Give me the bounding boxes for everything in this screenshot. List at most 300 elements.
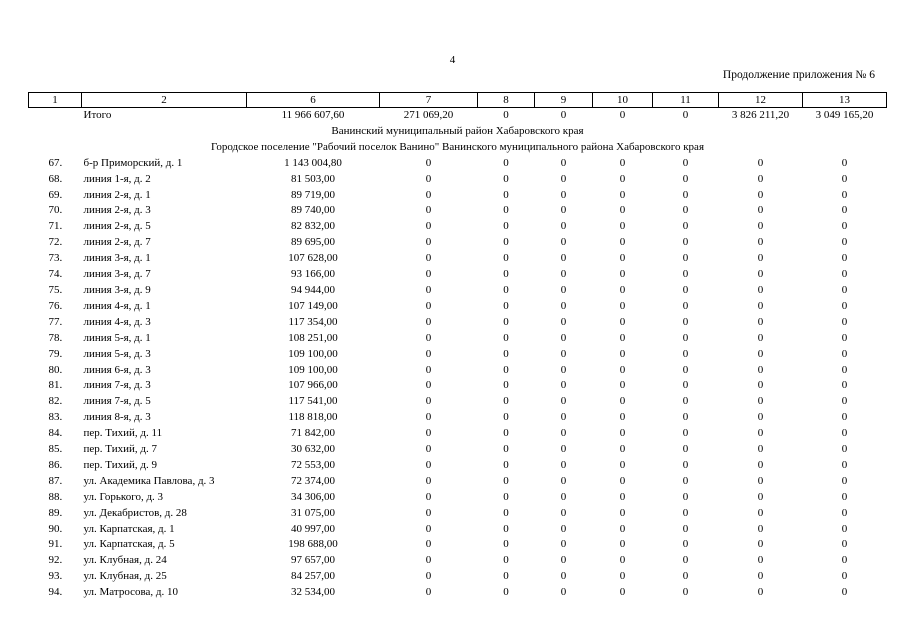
value-cell: 0 <box>682 427 689 440</box>
value-cell: 0 <box>682 490 689 503</box>
value-cell: 0 <box>619 331 626 344</box>
row-number: 89. <box>48 506 63 519</box>
value-cell: 0 <box>560 188 567 201</box>
value-cell: 0 <box>841 379 848 392</box>
value-cell: 0 <box>425 299 432 312</box>
value-cell: 0 <box>841 363 848 376</box>
table-row <box>29 426 887 442</box>
value-cell: 0 <box>503 315 509 328</box>
table-row <box>29 394 887 410</box>
value-cell: 0 <box>503 363 509 376</box>
value-cell: 0 <box>841 268 848 281</box>
row-number: 79. <box>48 347 63 360</box>
value-cell: 31 075,00 <box>291 506 335 519</box>
value-cell: 89 740,00 <box>291 204 335 217</box>
value-cell: 0 <box>841 458 848 471</box>
row-number: 86. <box>48 458 63 471</box>
value-cell: 117 541,00 <box>288 395 338 408</box>
row-number: 76. <box>48 299 63 312</box>
value-cell: 0 <box>757 236 764 249</box>
row-number: 83. <box>48 411 63 424</box>
total-row <box>29 108 887 124</box>
value-cell: 0 <box>619 188 626 201</box>
value-cell: 0 <box>560 315 567 328</box>
value-cell: 0 <box>425 474 432 487</box>
table-cell: 0 <box>503 109 509 121</box>
value-cell: 0 <box>619 474 626 487</box>
value-cell: 0 <box>503 347 509 360</box>
value-cell: 0 <box>425 188 432 201</box>
address-cell: ул. Матросова, д. 10 <box>83 586 179 599</box>
value-cell: 0 <box>503 204 509 217</box>
value-cell: 89 695,00 <box>291 236 335 249</box>
table-row <box>29 553 887 569</box>
value-cell: 0 <box>503 283 509 296</box>
value-cell: 0 <box>560 522 567 535</box>
address-cell: линия 2-я, д. 1 <box>83 188 151 201</box>
header-cell: 11 <box>653 93 719 108</box>
value-cell: 40 997,00 <box>291 522 335 535</box>
value-cell: 0 <box>682 299 689 312</box>
value-cell: 34 306,00 <box>291 490 335 503</box>
header-cell: 7 <box>380 93 478 108</box>
table-row <box>29 235 887 251</box>
value-cell: 0 <box>682 395 689 408</box>
section-settlement-title: Городское поселение "Рабочий поселок Ванино" Ванинского муниципального района Хабаровского края <box>210 140 705 153</box>
value-cell: 0 <box>503 522 509 535</box>
value-cell: 0 <box>560 411 567 424</box>
value-cell: 0 <box>619 315 626 328</box>
value-cell: 109 100,00 <box>288 347 338 360</box>
value-cell: 0 <box>425 443 432 456</box>
value-cell: 0 <box>560 220 567 233</box>
address-cell: линия 8-я, д. 3 <box>83 411 151 424</box>
value-cell: 82 832,00 <box>291 220 335 233</box>
value-cell: 0 <box>560 283 567 296</box>
address-cell: ул. Клубная, д. 24 <box>83 554 167 567</box>
table-row <box>29 506 887 522</box>
value-cell: 0 <box>841 172 848 185</box>
address-cell: линия 4-я, д. 1 <box>83 299 151 312</box>
value-cell: 0 <box>757 411 764 424</box>
value-cell: 0 <box>560 506 567 519</box>
value-cell: 0 <box>619 347 626 360</box>
row-number: 70. <box>48 204 63 217</box>
table-row <box>29 458 887 474</box>
value-cell: 108 251,00 <box>288 331 338 344</box>
value-cell: 0 <box>841 411 848 424</box>
table-cell: 0 <box>619 109 626 121</box>
value-cell: 0 <box>841 427 848 440</box>
value-cell: 0 <box>619 538 626 551</box>
value-cell: 0 <box>841 570 848 583</box>
value-cell: 0 <box>841 315 848 328</box>
value-cell: 0 <box>841 554 848 567</box>
row-number: 72. <box>48 236 63 249</box>
value-cell: 0 <box>757 156 764 169</box>
value-cell: 72 553,00 <box>291 458 335 471</box>
row-number: 69. <box>48 188 63 201</box>
value-cell: 97 657,00 <box>291 554 335 567</box>
value-cell: 0 <box>560 458 567 471</box>
value-cell: 0 <box>757 315 764 328</box>
value-cell: 1 143 004,80 <box>284 156 342 169</box>
value-cell: 0 <box>682 347 689 360</box>
row-number: 82. <box>48 395 63 408</box>
value-cell: 0 <box>682 283 689 296</box>
address-cell: линия 2-я, д. 3 <box>83 204 151 217</box>
value-cell: 0 <box>682 188 689 201</box>
value-cell: 0 <box>682 443 689 456</box>
value-cell: 0 <box>425 172 432 185</box>
value-cell: 0 <box>503 490 509 503</box>
value-cell: 0 <box>503 586 509 599</box>
value-cell: 0 <box>682 331 689 344</box>
value-cell: 0 <box>425 363 432 376</box>
value-cell: 0 <box>560 490 567 503</box>
value-cell: 0 <box>503 236 509 249</box>
row-number: 74. <box>48 268 63 281</box>
value-cell: 0 <box>619 570 626 583</box>
row-number: 73. <box>48 252 63 265</box>
value-cell: 0 <box>503 156 509 169</box>
value-cell: 0 <box>682 570 689 583</box>
section-row <box>29 124 887 140</box>
header-cell: 12 <box>719 93 803 108</box>
value-cell: 0 <box>619 379 626 392</box>
address-cell: ул. Карпатская, д. 1 <box>83 522 175 535</box>
section-row <box>29 140 887 156</box>
value-cell: 0 <box>682 204 689 217</box>
row-number: 77. <box>48 315 63 328</box>
value-cell: 0 <box>841 252 848 265</box>
value-cell: 0 <box>841 490 848 503</box>
value-cell: 0 <box>503 538 509 551</box>
value-cell: 0 <box>682 156 689 169</box>
value-cell: 0 <box>560 172 567 185</box>
address-cell: ул. Академика Павлова, д. 3 <box>83 474 215 487</box>
value-cell: 0 <box>560 204 567 217</box>
value-cell: 0 <box>757 283 764 296</box>
value-cell: 0 <box>425 156 432 169</box>
value-cell: 0 <box>841 331 848 344</box>
value-cell: 0 <box>757 299 764 312</box>
value-cell: 0 <box>841 347 848 360</box>
value-cell: 0 <box>503 554 509 567</box>
value-cell: 0 <box>757 268 764 281</box>
header-cell: 9 <box>535 93 593 108</box>
value-cell: 107 966,00 <box>288 379 338 392</box>
table-cell: 3 049 165,20 <box>815 109 874 121</box>
table-row <box>29 188 887 204</box>
value-cell: 0 <box>757 363 764 376</box>
table-row <box>29 569 887 585</box>
value-cell: 0 <box>757 554 764 567</box>
value-cell: 0 <box>682 236 689 249</box>
value-cell: 0 <box>560 299 567 312</box>
value-cell: 0 <box>425 570 432 583</box>
value-cell: 0 <box>503 379 509 392</box>
value-cell: 0 <box>425 490 432 503</box>
value-cell: 0 <box>425 379 432 392</box>
table-row <box>29 299 887 315</box>
value-cell: 0 <box>841 474 848 487</box>
value-cell: 0 <box>757 252 764 265</box>
total-label: Итого <box>83 109 112 121</box>
value-cell: 0 <box>425 236 432 249</box>
table-row <box>29 156 887 172</box>
address-cell: линия 5-я, д. 3 <box>83 347 151 360</box>
address-cell: линия 3-я, д. 9 <box>83 283 151 296</box>
value-cell: 0 <box>619 395 626 408</box>
value-cell: 0 <box>503 188 509 201</box>
table-cell: 271 069,20 <box>403 109 454 121</box>
value-cell: 0 <box>619 443 626 456</box>
value-cell: 0 <box>619 363 626 376</box>
row-number: 75. <box>48 283 63 296</box>
value-cell: 0 <box>560 395 567 408</box>
value-cell: 0 <box>503 220 509 233</box>
row-number: 80. <box>48 363 63 376</box>
value-cell: 0 <box>560 379 567 392</box>
value-cell: 0 <box>757 220 764 233</box>
continuation-note: Продолжение приложения № 6 <box>722 69 875 81</box>
value-cell: 0 <box>503 443 509 456</box>
row-number: 87. <box>48 474 63 487</box>
header-cell: 6 <box>247 93 380 108</box>
table-cell: 11 966 607,60 <box>281 109 345 121</box>
value-cell: 0 <box>841 522 848 535</box>
value-cell: 0 <box>841 220 848 233</box>
value-cell: 0 <box>560 268 567 281</box>
value-cell: 0 <box>682 458 689 471</box>
value-cell: 0 <box>841 443 848 456</box>
data-table <box>28 92 887 601</box>
value-cell: 0 <box>841 299 848 312</box>
address-cell: пер. Тихий, д. 7 <box>83 443 157 456</box>
value-cell: 0 <box>560 252 567 265</box>
value-cell: 0 <box>619 220 626 233</box>
value-cell: 71 842,00 <box>291 427 335 440</box>
value-cell: 0 <box>503 458 509 471</box>
value-cell: 0 <box>560 363 567 376</box>
address-cell: ул. Горького, д. 3 <box>83 490 164 503</box>
value-cell: 0 <box>503 172 509 185</box>
value-cell: 0 <box>560 427 567 440</box>
table-row <box>29 203 887 219</box>
value-cell: 0 <box>619 156 626 169</box>
row-number: 78. <box>48 331 63 344</box>
value-cell: 0 <box>682 506 689 519</box>
row-number: 94. <box>48 586 63 599</box>
value-cell: 0 <box>560 474 567 487</box>
value-cell: 0 <box>757 490 764 503</box>
address-cell: линия 3-я, д. 1 <box>83 252 151 265</box>
value-cell: 0 <box>682 252 689 265</box>
header-row <box>29 93 887 108</box>
address-cell: линия 5-я, д. 1 <box>83 331 151 344</box>
table-row <box>29 585 887 601</box>
section-district-title: Ванинский муниципальный район Хабаровского края <box>331 124 584 137</box>
header-cell: 2 <box>82 93 247 108</box>
value-cell: 0 <box>757 331 764 344</box>
address-cell: линия 7-я, д. 5 <box>83 395 151 408</box>
value-cell: 72 374,00 <box>291 474 335 487</box>
value-cell: 0 <box>503 299 509 312</box>
value-cell: 0 <box>619 172 626 185</box>
value-cell: 0 <box>619 586 626 599</box>
value-cell: 0 <box>757 522 764 535</box>
value-cell: 0 <box>425 252 432 265</box>
value-cell: 89 719,00 <box>291 188 335 201</box>
value-cell: 0 <box>503 331 509 344</box>
value-cell: 118 818,00 <box>288 411 338 424</box>
table-row <box>29 490 887 506</box>
table-row <box>29 283 887 299</box>
value-cell: 109 100,00 <box>288 363 338 376</box>
address-cell: пер. Тихий, д. 11 <box>83 427 163 440</box>
value-cell: 0 <box>841 283 848 296</box>
table-cell: 0 <box>682 109 689 121</box>
value-cell: 0 <box>560 156 567 169</box>
address-cell: линия 2-я, д. 5 <box>83 220 151 233</box>
value-cell: 0 <box>841 506 848 519</box>
value-cell: 0 <box>619 299 626 312</box>
table-row <box>29 267 887 283</box>
value-cell: 0 <box>503 395 509 408</box>
value-cell: 0 <box>619 427 626 440</box>
value-cell: 0 <box>757 395 764 408</box>
value-cell: 0 <box>619 283 626 296</box>
value-cell: 0 <box>841 236 848 249</box>
value-cell: 0 <box>560 347 567 360</box>
value-cell: 0 <box>682 220 689 233</box>
address-cell: линия 6-я, д. 3 <box>83 363 151 376</box>
row-number: 88. <box>48 490 63 503</box>
table-row <box>29 315 887 331</box>
value-cell: 0 <box>757 506 764 519</box>
value-cell: 0 <box>682 379 689 392</box>
value-cell: 0 <box>757 347 764 360</box>
table-row <box>29 363 887 379</box>
address-cell: линия 4-я, д. 3 <box>83 315 151 328</box>
value-cell: 0 <box>425 554 432 567</box>
value-cell: 0 <box>425 315 432 328</box>
value-cell: 0 <box>682 586 689 599</box>
address-cell: линия 7-я, д. 3 <box>83 379 151 392</box>
value-cell: 0 <box>757 204 764 217</box>
value-cell: 84 257,00 <box>291 570 335 583</box>
address-cell: линия 2-я, д. 7 <box>83 236 151 249</box>
table-row <box>29 347 887 363</box>
value-cell: 0 <box>425 220 432 233</box>
value-cell: 0 <box>425 331 432 344</box>
value-cell: 0 <box>560 538 567 551</box>
value-cell: 0 <box>503 411 509 424</box>
value-cell: 0 <box>682 172 689 185</box>
value-cell: 32 534,00 <box>291 586 335 599</box>
row-number: 93. <box>48 570 63 583</box>
table-row <box>29 474 887 490</box>
table-row <box>29 537 887 553</box>
value-cell: 0 <box>503 268 509 281</box>
value-cell: 0 <box>425 411 432 424</box>
value-cell: 0 <box>841 586 848 599</box>
value-cell: 0 <box>757 427 764 440</box>
value-cell: 94 944,00 <box>291 283 335 296</box>
table-row <box>29 378 887 394</box>
table-cell: 3 826 211,20 <box>731 109 790 121</box>
value-cell: 30 632,00 <box>291 443 335 456</box>
value-cell: 0 <box>503 427 509 440</box>
value-cell: 0 <box>619 490 626 503</box>
row-number: 92. <box>48 554 63 567</box>
value-cell: 0 <box>757 188 764 201</box>
value-cell: 0 <box>757 538 764 551</box>
value-cell: 0 <box>619 554 626 567</box>
value-cell: 0 <box>841 538 848 551</box>
value-cell: 0 <box>425 427 432 440</box>
value-cell: 0 <box>503 474 509 487</box>
value-cell: 0 <box>619 522 626 535</box>
table-cell: 0 <box>560 109 567 121</box>
row-number: 91. <box>48 538 63 551</box>
value-cell: 0 <box>560 331 567 344</box>
value-cell: 0 <box>841 156 848 169</box>
value-cell: 0 <box>682 268 689 281</box>
value-cell: 0 <box>757 379 764 392</box>
value-cell: 0 <box>682 315 689 328</box>
value-cell: 0 <box>619 458 626 471</box>
value-cell: 107 628,00 <box>288 252 338 265</box>
header-cell: 8 <box>478 93 535 108</box>
value-cell: 0 <box>841 188 848 201</box>
address-cell: ул. Декабристов, д. 28 <box>83 506 187 519</box>
value-cell: 0 <box>560 443 567 456</box>
value-cell: 0 <box>841 204 848 217</box>
address-cell: линия 3-я, д. 7 <box>83 268 151 281</box>
value-cell: 0 <box>560 236 567 249</box>
row-number: 84. <box>48 427 63 440</box>
value-cell: 0 <box>619 252 626 265</box>
address-cell: б-р Приморский, д. 1 <box>83 156 183 169</box>
table-row <box>29 251 887 267</box>
address-cell: ул. Карпатская, д. 5 <box>83 538 175 551</box>
table-row <box>29 522 887 538</box>
value-cell: 0 <box>841 395 848 408</box>
table-row <box>29 410 887 426</box>
value-cell: 0 <box>757 172 764 185</box>
table-row <box>29 331 887 347</box>
value-cell: 0 <box>560 570 567 583</box>
value-cell: 0 <box>757 474 764 487</box>
value-cell: 0 <box>682 522 689 535</box>
value-cell: 0 <box>560 554 567 567</box>
value-cell: 0 <box>619 268 626 281</box>
table-cell <box>29 108 82 124</box>
row-number: 68. <box>48 172 63 185</box>
value-cell: 0 <box>682 411 689 424</box>
address-cell: пер. Тихий, д. 9 <box>83 458 157 471</box>
value-cell: 0 <box>425 268 432 281</box>
value-cell: 0 <box>425 538 432 551</box>
value-cell: 0 <box>757 586 764 599</box>
table-row <box>29 219 887 235</box>
value-cell: 0 <box>619 506 626 519</box>
value-cell: 0 <box>425 347 432 360</box>
value-cell: 0 <box>682 554 689 567</box>
value-cell: 107 149,00 <box>288 299 338 312</box>
